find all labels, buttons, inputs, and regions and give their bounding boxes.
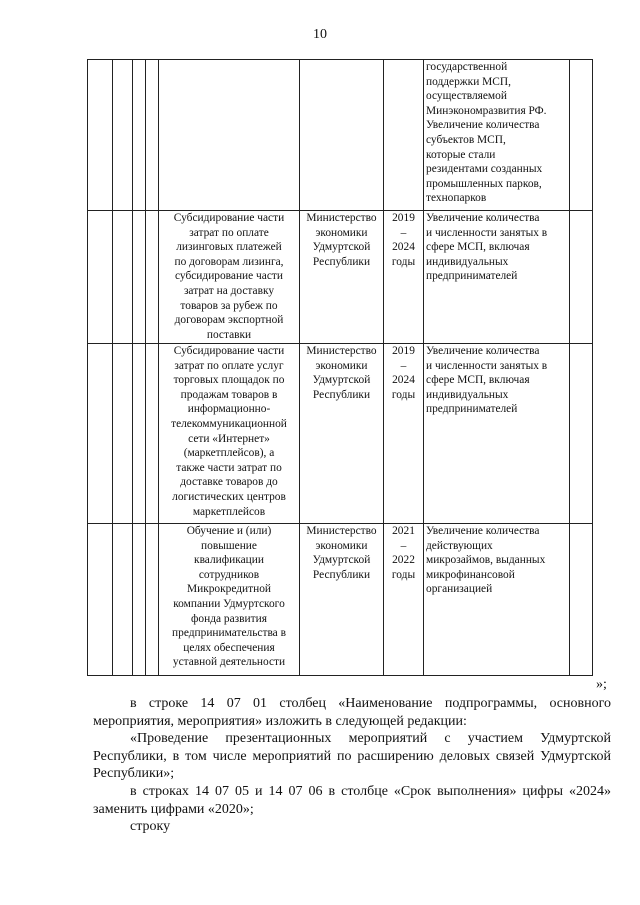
cell-line: индивидуальных [426,255,509,268]
cell-line: организацией [426,583,493,596]
cell-line: уставной деятельности [172,656,286,669]
cell-line: технопарков [426,192,487,205]
measure-name-cell [159,60,300,211]
cell-line: сфере МСП, включая [426,241,530,254]
paragraph-1 [93,695,611,730]
expected-result-cell [424,211,570,344]
cell-line: маркетплейсов [192,505,266,518]
cell-line: Министерство [306,525,377,537]
table-row [88,344,593,524]
cell-line: – [400,359,407,372]
cell-line: 2021 [392,525,415,537]
empty-code-cell [88,211,113,344]
cell-line: сфере МСП, включая [426,374,530,387]
cell-line: Министерство [306,212,377,224]
cell-line: действующих [426,539,493,552]
cell-line: экономики [315,226,368,239]
cell-line: затрат на доставку [183,284,275,297]
table-row [88,60,593,211]
cell-line: (маркетплейсов), а [183,447,275,460]
cell-line: 2019 [392,212,415,224]
cell-line: предпринимателей [426,403,518,416]
cell-line: затрат по оплате услуг [174,359,284,372]
empty-code-cell [146,60,159,211]
empty-code-cell [133,60,146,211]
empty-notes-cell [570,344,593,524]
empty-code-cell [146,524,159,676]
cell-line: Субсидирование части [173,212,285,224]
cell-line: предпринимательства в [172,627,286,640]
paragraph-4-text: строку [130,819,171,834]
cell-line: Микрокредитной [186,583,272,596]
cell-line: Республики [312,388,371,401]
empty-code-cell [88,344,113,524]
empty-code-cell [133,344,146,524]
cell-line: предпринимателей [426,270,518,283]
cell-line: и численности занятых в [426,226,548,239]
cell-line: товаров за рубеж по [180,299,278,312]
cell-line: доставке товаров до [180,476,278,489]
cell-line: Увеличение количества [426,345,540,357]
cell-line: 2024 [392,241,415,254]
measure-name-cell [159,344,300,524]
cell-line: годы [391,568,416,581]
cell-line: Увеличение количества [426,119,540,132]
cell-line: лизинговых платежей [176,241,282,254]
cell-line: целях обеспечения [183,641,275,654]
cell-line: 2024 [392,374,415,387]
cell-line: промышленных парков, [426,177,542,190]
expected-result-cell [424,344,570,524]
cell-line: Удмуртской [312,374,371,387]
cell-line: 2022 [392,554,415,567]
paragraph-2 [93,730,611,783]
cell-line: субсидирование части [175,270,283,283]
empty-notes-cell [570,60,593,211]
empty-code-cell [88,60,113,211]
term-cell [384,60,424,211]
cell-line: Минэкономразвития РФ. [426,104,547,117]
cell-line: Республики [312,568,371,581]
expected-result-cell [424,60,570,211]
empty-code-cell [113,211,133,344]
responsible-org-cell [300,60,384,211]
empty-notes-cell [570,211,593,344]
cell-line: продажам товаров в [180,388,278,401]
cell-line: микрозаймов, выданных [426,554,546,567]
paragraph-3 [93,783,611,818]
cell-line: Удмуртской [312,554,371,567]
term-cell [384,344,424,524]
empty-code-cell [146,344,159,524]
empty-code-cell [146,211,159,344]
cell-line: и численности занятых в [426,359,548,372]
empty-code-cell [88,524,113,676]
empty-code-cell [133,524,146,676]
paragraph-2-text: «Проведение презентационных мероприятий с участием Удмуртской Республики, в том числе мероприятий по расширению деловых связей Удмуртской Республики»; [93,731,611,781]
cell-line: осуществляемой [426,90,507,103]
cell-line: экономики [315,359,368,372]
cell-line: экономики [315,539,368,552]
cell-line: которые стали [426,148,496,161]
cell-line: Увеличение количества [426,525,540,537]
empty-code-cell [113,524,133,676]
cell-line: поставки [206,328,252,341]
table-row [88,211,593,344]
paragraph-1-text: в строке 14 07 01 столбец «Наименование подпрограммы, основного мероприятия, мероприятия» изложить в следующей редакции: [93,696,611,729]
cell-line: торговых площадок по [173,374,285,387]
cell-line: телекоммуникационной [171,417,287,430]
cell-line: 2019 [392,345,415,357]
term-cell [384,211,424,344]
cell-line: Удмуртской [312,241,371,254]
cell-line: годы [391,388,416,401]
cell-line: Министерство [306,345,377,357]
cell-line: Субсидирование части [173,345,285,357]
cell-line: информационно- [187,403,271,416]
cell-line: поддержки МСП, [426,75,511,88]
cell-line: также части затрат по [176,461,282,474]
cell-line: субъектов МСП, [426,133,506,146]
cell-line: компании Удмуртского [173,597,285,610]
cell-line: фонда развития [191,612,267,625]
empty-code-cell [113,344,133,524]
term-cell [384,524,424,676]
cell-line: годы [391,255,416,268]
cell-line: логистических центров [172,490,286,503]
cell-line: – [400,226,407,239]
responsible-org-cell [300,344,384,524]
cell-line: Увеличение количества [426,212,540,224]
closing-quote: »; [596,677,607,692]
paragraph-4 [93,818,611,836]
program-table [87,59,593,676]
empty-code-cell [133,211,146,344]
cell-line: квалификации [194,554,264,567]
cell-line: договорам экспортной [174,314,284,327]
responsible-org-cell [300,524,384,676]
cell-line: сотрудников [198,568,260,581]
cell-line: – [400,539,407,552]
responsible-org-cell [300,211,384,344]
cell-line: затрат по оплате [189,226,269,239]
cell-line: индивидуальных [426,388,509,401]
cell-line: по договорам лизинга, [174,255,284,268]
measure-name-cell [159,211,300,344]
page-number: 10 [313,27,327,42]
cell-line: микрофинансовой [426,568,515,581]
measure-name-cell [159,524,300,676]
paragraph-3-text: в строках 14 07 05 и 14 07 06 в столбце «Срок выполнения» цифры «2024» заменить цифрами «2020»; [93,784,611,817]
empty-notes-cell [570,524,593,676]
cell-line: Обучение и (или) [186,525,272,537]
cell-line: резидентами созданных [426,163,543,176]
expected-result-cell [424,524,570,676]
cell-line: повышение [201,539,257,552]
empty-code-cell [113,60,133,211]
table-row [88,524,593,676]
cell-line: государственной [426,61,508,73]
cell-line: Республики [312,255,371,268]
cell-line: сети «Интернет» [188,432,270,445]
